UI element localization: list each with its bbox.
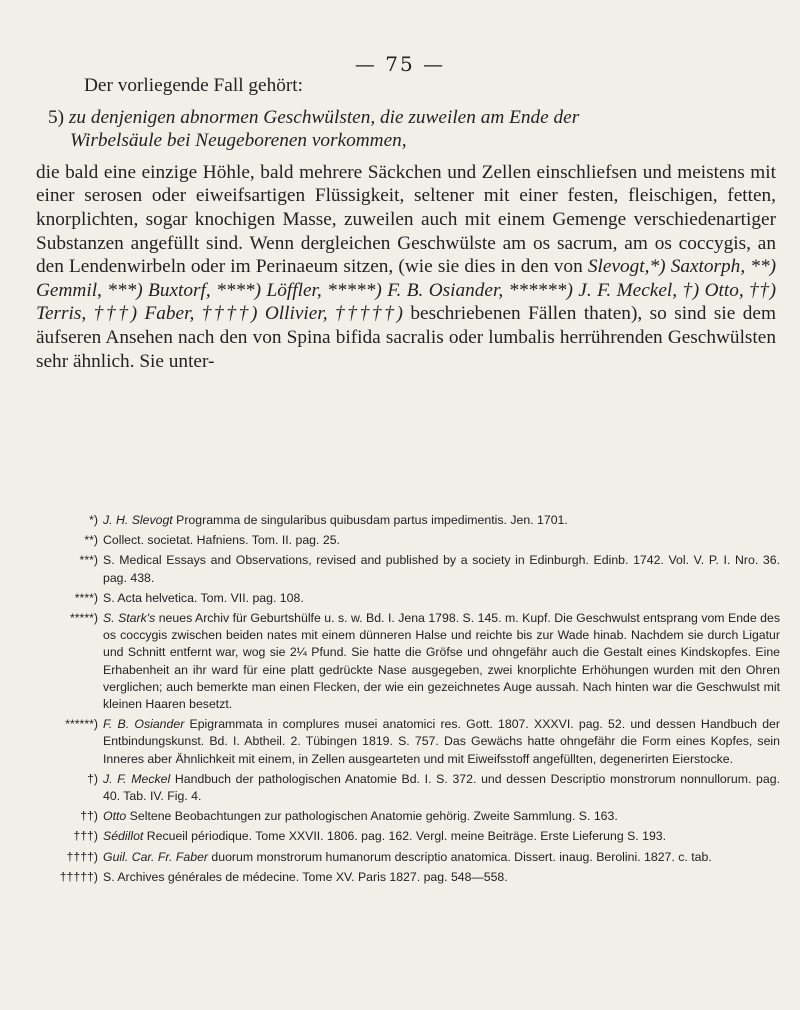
- footnote-mark: ††): [80, 809, 98, 824]
- list-item-5: [48, 106, 776, 130]
- footnote-mark: †): [87, 771, 98, 786]
- name-ollivier: Ollivier, †††††): [264, 303, 403, 325]
- footnote-author: F. B. Osiander: [103, 717, 185, 732]
- name-buxtorf: Buxtorf, ****): [148, 279, 262, 301]
- footnote-author: J. H. Slevogt: [103, 513, 173, 527]
- footnote-mark: ****): [74, 590, 98, 605]
- name-faber: Faber, ††††): [144, 303, 258, 325]
- footnote-mark: *****): [69, 611, 98, 626]
- footnote-mark: †††††): [59, 869, 98, 884]
- footnote-text: [103, 590, 780, 607]
- footnote-text: [103, 716, 780, 768]
- main-text: [36, 74, 776, 373]
- footnote-text: [103, 552, 780, 586]
- item-line-2: Wirbelsäule bei Neugeborenen vorkommen,: [70, 130, 407, 152]
- footnote-body: Epigrammata in complures musei anatomici res. Gott. 1807. XXXVI. pag. 52. und dessen Handbuch der Entbindungskunst. Bd. I. Abtheil. 2. Tübingen 1819. S. 757. Das Gewächs hatte ohngefähr die Form eines Kopfes, sein Inneres aber Ähnlichkeit mit einem, in Zellen ausgearteten und mit Eiweifsstoff angefüllten, degenerirten Eierstocke.: [103, 717, 780, 766]
- footnote: [36, 808, 780, 825]
- name-meckel: J. F. Meckel, †): [578, 279, 700, 301]
- footnote: [36, 512, 780, 529]
- footnote-body: S. Acta helvetica. Tom. VII. pag. 108.: [103, 590, 304, 605]
- footnote-mark: *): [89, 513, 98, 527]
- footnote-text: [103, 512, 780, 529]
- footnote-body: duorum monstrorum humanorum descriptio anatomica. Dissert. inaug. Berolini. 1827. c. tab.: [208, 849, 712, 864]
- footnote-body: Collect. societat. Hafniens. Tom. II. pag. 25.: [103, 533, 340, 548]
- footnote-mark: ******): [65, 717, 98, 732]
- footnote-body: Recueil périodique. Tome XXVII. 1806. pag. 162. Vergl. meine Beiträge. Erste Lieferung S. 193.: [143, 829, 667, 844]
- footnote-body: S. Archives générales de médecine. Tome XV. Paris 1827. pag. 548—558.: [103, 869, 508, 884]
- main-paragraph: [36, 161, 776, 373]
- footnote-text: [103, 771, 780, 805]
- footnote-mark: ***): [79, 553, 98, 568]
- intro-line: Der vorliegende Fall gehört:: [84, 75, 303, 96]
- footnote: [36, 849, 780, 866]
- footnote-mark: ††††): [66, 849, 98, 864]
- footnote-mark: †††): [73, 829, 98, 844]
- name-osiander: F. B. Osiander, ******): [387, 279, 573, 301]
- footnote-author: J. F. Meckel: [103, 771, 171, 786]
- footnote: [36, 716, 780, 768]
- footnote: [36, 771, 780, 805]
- item-number: 5): [48, 106, 65, 128]
- footnote: [36, 610, 780, 713]
- name-loeffler: Löffler, *****): [266, 279, 382, 301]
- footnotes: [36, 512, 780, 889]
- footnote-body: Programma de singularibus quibusdam partus impedimentis. Jen. 1701.: [172, 513, 568, 527]
- footnote-author: Guil. Car. Fr. Faber: [103, 849, 208, 864]
- name-saxtorph: Saxtorph, **): [670, 256, 777, 278]
- footnote-author: Otto: [103, 809, 127, 824]
- paragraph-part-1: die bald eine einzige Höhle, bald mehrere Säckchen und Zellen einschliefsen und meistens mit einer serosen oder eiweifsartigen Flüssigkeit, seltener mit einer festen, fleischigen, fetten, knorplichten, sogar knochigen Masse, zuweilen auch mit einem Gemenge verschiedenartiger Substanzen angefüllt sind. Wenn dergleichen Geschwülste am os sacrum, am os coccygis, an den Lendenwirbeln oder im Perinaeum sitzen, (wie sie dies in den von: [36, 161, 776, 278]
- footnote-body: S. Medical Essays and Observations, revised and published by a society in Edinburgh. Edinb. 1742. Vol. V. P. I. Nro. 36. pag. 438.: [103, 553, 780, 585]
- name-terris: Terris, †††): [36, 303, 137, 325]
- item-line-1: zu denjenigen abnormen Geschwülsten, die zuweilen am Ende der: [68, 106, 580, 128]
- footnote-text: [103, 610, 780, 713]
- footnote: [36, 828, 780, 845]
- footnote: [36, 532, 780, 549]
- name-gemmil: Gemmil, ***): [36, 279, 143, 301]
- footnote-mark: **): [84, 533, 98, 548]
- footnote: [36, 869, 780, 886]
- footnote-body: neues Archiv für Geburtshülfe u. s. w. Bd. I. Jena 1798. S. 145. m. Kupf. Die Geschwulst entsprang vom Ende des os coccygis zwischen beiden nates mit einem dünneren Halse und reichte bis zur Wade hinab. Nachdem sie durch Ligatur und Schnitt entfernt war, wog sie 2¼ Pfund. Sie hatte die Gröfse und ohngefähr auch die Gestalt eines Kindskopfes. Eine Erhabenheit an ihr ward für eine platt gedrückte Nase ausgegeben, zwei knorplichte Erhöhungen wurden mit den Ohren verglichen; auch bemerkte man einen Flecken, der wie ein gezeichnetes Auge aussah. Nach hinten war die Geschwulst mit kleinen Haaren besetzt.: [103, 611, 780, 712]
- footnote-text: [103, 828, 780, 845]
- footnote-text: [103, 808, 780, 825]
- footnote-body: Handbuch der pathologischen Anatomie Bd. I. S. 372. und dessen Descriptio monstrorum nonnullorum. pag. 40. Tab. IV. Fig. 4.: [103, 771, 780, 804]
- name-otto: Otto, ††): [704, 279, 777, 301]
- footnote-author: S. Stark's: [103, 611, 156, 626]
- footnote-body: Seltene Beobachtungen zur pathologischen Anatomie gehörig. Zweite Sammlung. S. 163.: [126, 809, 618, 824]
- footnote-text: [103, 849, 780, 866]
- footnote: [36, 552, 780, 586]
- footnote-author: Sédillot: [103, 829, 144, 844]
- footnote: [36, 590, 780, 607]
- footnote-text: [103, 532, 780, 549]
- page-number: — 75 —: [354, 52, 446, 76]
- name-slevogt: Slevogt,*): [587, 256, 666, 278]
- paragraph-part-2: beschriebenen Fällen thaten), so sind sie dem äufseren Ansehen nach den von Spina bifida sacralis oder lumbalis herrührenden Geschwülsten sehr ähnlich. Sie unter-: [36, 303, 776, 372]
- footnote-text: [103, 869, 780, 886]
